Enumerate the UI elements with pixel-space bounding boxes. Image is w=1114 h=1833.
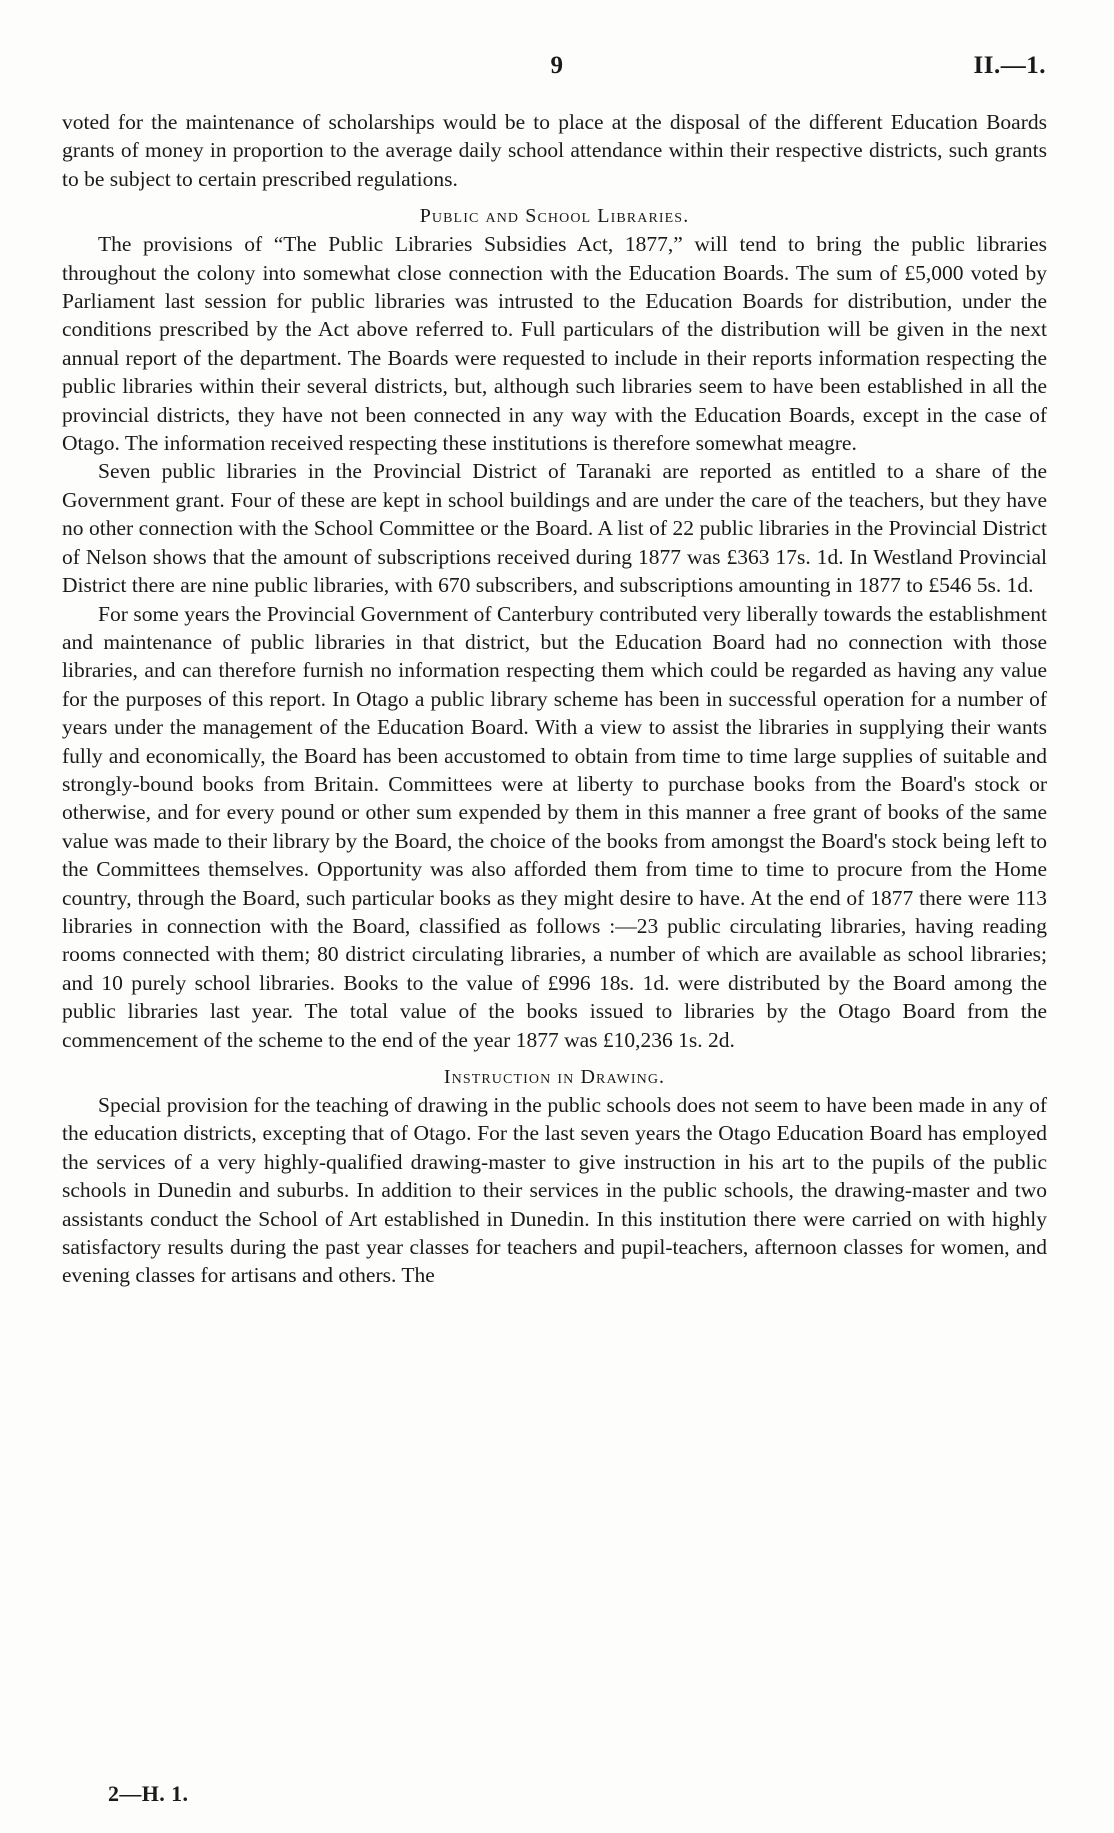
page-header: [0, 52, 1114, 86]
document-code: II.—1.: [973, 52, 1046, 79]
paragraph-libraries-3: For some years the Provincial Government of Canterbury contributed very liberally towards the establishment and maintenance of public libraries in that district, but the Education Board had no connection with those libraries, and can therefore furnish no information respecting them which could be regarded as having any value for the purposes of this report. In Otago a public library scheme has been in successful operation for a number of years under the management of the Education Board. With a view to assist the libraries in supplying their wants fully and economically, the Board has been accustomed to obtain from time to time large supplies of suitable and strongly-bound books from Britain. Committees were at liberty to purchase books from the Board's stock or otherwise, and for every pound or other sum expended by them in this manner a free grant of books of the same value was made to their library by the Board, the choice of the books from amongst the Board's stock being left to the Committees themselves. Opportunity was also afforded them from time to time to procure from the Home country, through the Board, such particular books as they might desire to have. At the end of 1877 there were 113 libraries in connection with the Board, classified as follows :—23 public circulating libraries, having reading rooms connected with them; 80 district circulating libraries, a number of which are available as school libraries; and 10 purely school libraries. Books to the value of £996 18s. 1d. were distributed by the Board among the public libraries last year. The total value of the books issued to libraries by the Otago Board from the commencement of the scheme to the end of the year 1877 was £10,236 1s. 2d.: [62, 601, 1047, 1052]
paragraph-libraries-2: Seven public libraries in the Provincial District of Taranaki are reported as entitled to a share of the Government grant. Four of these are kept in school buildings and are under the care of the teachers, but they have no other connection with the School Committee or the Board. A list of 22 public libraries in the Provincial District of Nelson shows that the amount of subscriptions received during 1877 was £363 17s. 1d. In Westland Provincial District there are nine public libraries, with 670 subscribers, and subscriptions amounting in 1877 to £546 5s. 1d.: [62, 459, 1047, 598]
paragraph-libraries-1: The provisions of “The Public Libraries Subsidies Act, 1877,” will tend to bring the public libraries throughout the colony into somewhat close connection with the Education Boards. The sum of £5,000 voted by Parliament last session for public libraries was intrusted to the Education Boards for distribution, under the conditions prescribed by the Act above referred to. Full particulars of the distribution will be given in the next annual report of the department. The Boards were requested to include in their reports information respecting the public libraries within their several districts, but, although such libraries seem to have been established in all the provincial districts, they have not been connected in any way with the Education Boards, except in the case of Otago. The information received respecting these institutions is therefore somewhat meagre.: [62, 232, 1047, 456]
paragraph-scholarships: voted for the maintenance of scholarships would be to place at the disposal of the different Education Boards grants of money in proportion to the average daily school attendance within their respective districts, such grants to be subject to certain prescribed regulations.: [62, 110, 1047, 191]
sheet-signature-mark: 2—H. 1.: [108, 1781, 189, 1806]
section-heading-public-and-school-libraries: Public and School Libraries.: [419, 205, 690, 228]
paragraph-drawing-1: Special provision for the teaching of drawing in the public schools does not seem to have been made in any of the education districts, excepting that of Otago. For the last seven years the Otago Education Board has employed the services of a very highly-qualified drawing-master to give instruction in his art to the pupils of the public schools in Dunedin and suburbs. In addition to their services in the public schools, the drawing-master and two assistants conduct the School of Art established in Dunedin. In this institution there were carried on with highly satisfactory results during the past year classes for teachers and pupil-teachers, afternoon classes for women, and evening classes for artisans and others. The: [62, 1093, 1047, 1288]
page-number: 9: [550, 52, 564, 79]
section-heading-instruction-in-drawing: Instruction in Drawing.: [443, 1066, 666, 1088]
document-body: [62, 108, 1047, 1290]
